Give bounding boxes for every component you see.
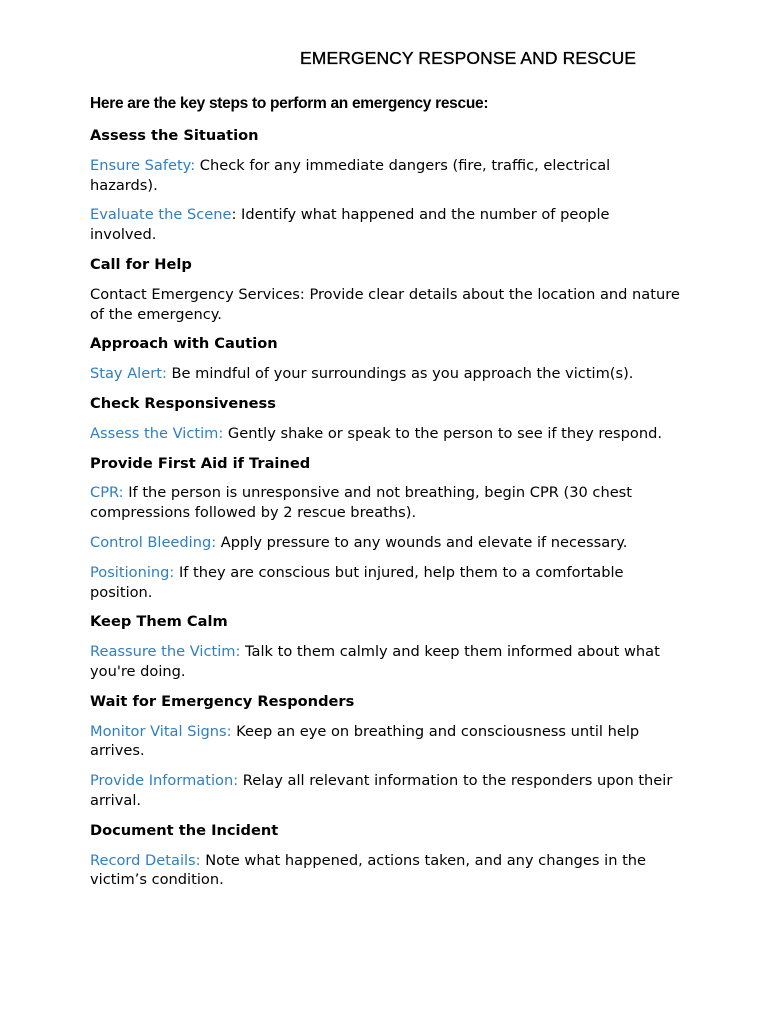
document-section	[90, 334, 680, 384]
paragraph-item	[90, 285, 680, 325]
item-label: CPR:	[90, 484, 124, 502]
document-body	[90, 126, 680, 900]
item-label: Control Bleeding:	[90, 533, 217, 551]
item-label: Assess the Victim:	[90, 424, 224, 442]
item-text: Apply pressure to any wounds and elevate if necessary.	[216, 533, 628, 551]
item-text: If the person is unresponsive and not breathing, begin CPR (30 chest compressions followed by 2 rescue breaths).	[90, 484, 633, 522]
section-heading: Keep Them Calm	[90, 613, 228, 631]
item-label: Provide Information:	[90, 772, 239, 790]
item-text: : Identify what happened and the number of people involved.	[90, 206, 610, 244]
item-text: Keep an eye on breathing and consciousness until help arrives.	[90, 722, 640, 760]
document-title: EMERGENCY RESPONSE AND RESCUE	[300, 48, 637, 68]
item-text: Talk to them calmly and keep them informed about what you're doing.	[90, 643, 660, 680]
section-heading: Document the Incident	[90, 821, 279, 839]
document-section	[90, 612, 680, 681]
paragraph-item	[90, 642, 680, 682]
document-section	[90, 692, 680, 811]
section-heading: Wait for Emergency Responders	[90, 692, 355, 710]
document-section	[90, 255, 680, 324]
item-text: Check for any immediate dangers (fire, traffic, electrical hazards).	[90, 156, 611, 194]
item-label: Reassure the Victim:	[90, 643, 241, 661]
section-heading: Call for Help	[90, 255, 192, 273]
item-text: Be mindful of your surroundings as you approach the victim(s).	[166, 365, 634, 383]
paragraph-item	[90, 483, 680, 523]
paragraph-item	[90, 563, 680, 603]
document-section	[90, 126, 680, 245]
document-section	[90, 454, 680, 603]
item-text: Note what happened, actions taken, and any changes in the victim’s condition.	[90, 851, 647, 889]
item-label: Stay Alert:	[90, 365, 167, 383]
intro-text: Here are the key steps to perform an emergency rescue:	[90, 95, 489, 112]
item-label: Ensure Safety:	[90, 156, 196, 174]
paragraph-item	[90, 533, 680, 553]
item-text: Contact Emergency Services: Provide clear details about the location and nature of the emergency.	[90, 285, 680, 323]
paragraph-item	[90, 851, 680, 891]
paragraph-item	[90, 771, 680, 811]
item-label: Monitor Vital Signs:	[90, 722, 232, 740]
paragraph-item	[90, 205, 680, 245]
paragraph-item	[90, 156, 680, 196]
item-text: If they are conscious but injured, help them to a comfortable position.	[90, 563, 624, 601]
item-text: Relay all relevant information to the responders upon their arrival.	[90, 772, 673, 809]
section-heading: Assess the Situation	[90, 127, 259, 144]
item-label: Record Details:	[90, 851, 201, 869]
document-section	[90, 394, 680, 444]
item-text: Gently shake or speak to the person to see if they respond.	[223, 424, 662, 442]
section-heading: Provide First Aid if Trained	[90, 454, 311, 472]
item-label: Evaluate the Scene	[90, 206, 232, 224]
section-heading: Approach with Caution	[90, 335, 278, 353]
item-label: Positioning:	[90, 563, 175, 581]
paragraph-item	[90, 722, 680, 762]
paragraph-item	[90, 364, 680, 384]
document-section	[90, 821, 680, 890]
section-heading: Check Responsiveness	[90, 394, 276, 412]
paragraph-item	[90, 424, 680, 444]
